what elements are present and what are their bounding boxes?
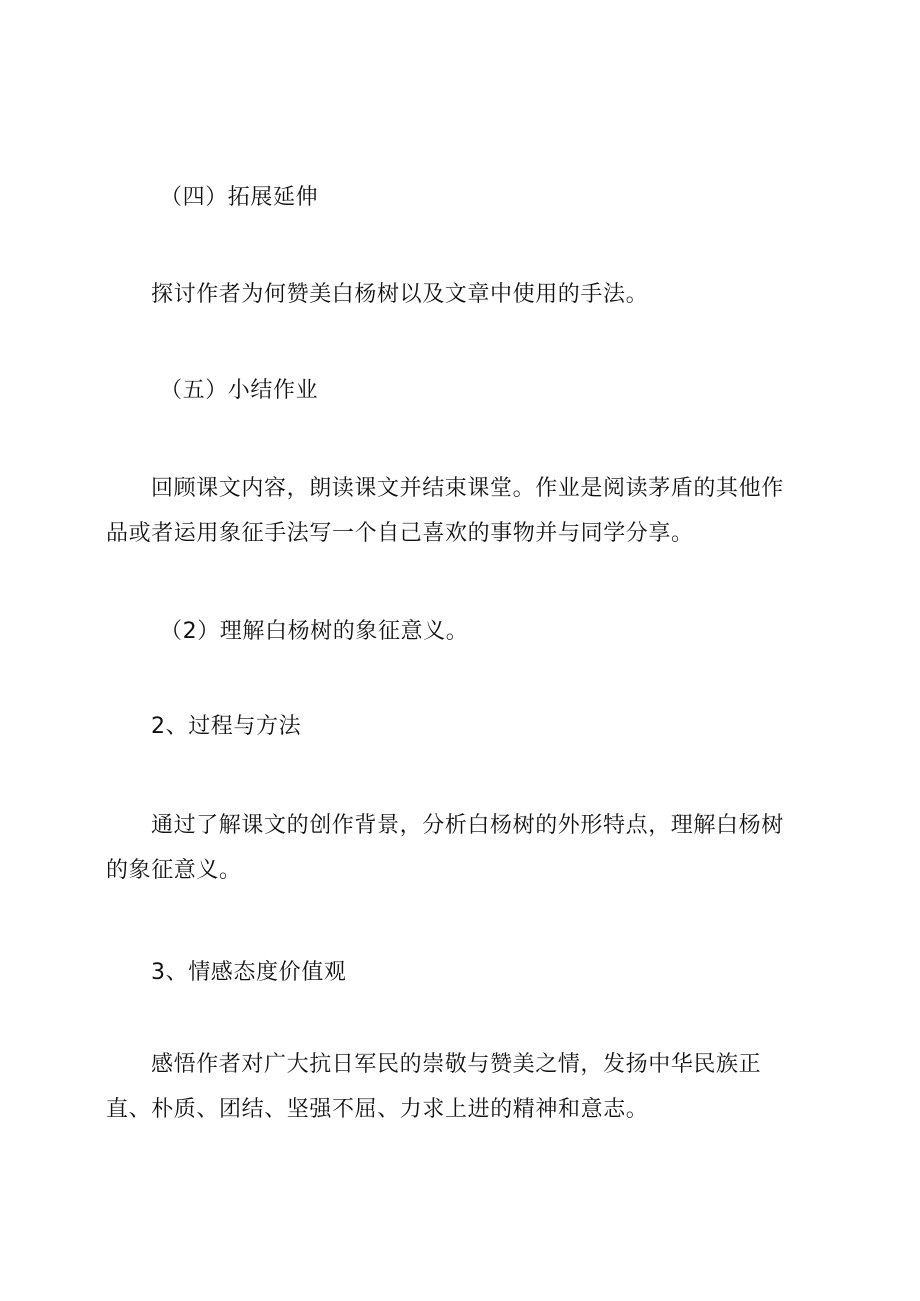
item-symbolism: （2）理解白杨树的象征意义。 (160, 619, 469, 644)
heading-extend: （四）拓展延伸 (160, 185, 319, 210)
paragraph-extend: 探讨作者为何赞美白杨树以及文章中使用的手法。 (151, 282, 649, 307)
paragraph-emotion: 感悟作者对广大抗日军民的崇敬与赞美之情，发扬中华民族正直、朴质、团结、坚强不屈、力求上进的精神和意志。 (106, 1052, 762, 1122)
heading-summary: （五）小结作业 (160, 378, 319, 403)
heading-process: 2、过程与方法 (151, 714, 302, 739)
paragraph-summary: 回顾课文内容，朗读课文并结束课堂。作业是阅读茅盾的其他作品或者运用象征手法写一个自己喜欢的事物并与同学分享。 (106, 476, 784, 546)
paragraph-process: 通过了解课文的创作背景，分析白杨树的外形特点，理解白杨树的象征意义。 (106, 813, 784, 883)
heading-emotion: 3、情感态度价值观 (151, 960, 347, 985)
